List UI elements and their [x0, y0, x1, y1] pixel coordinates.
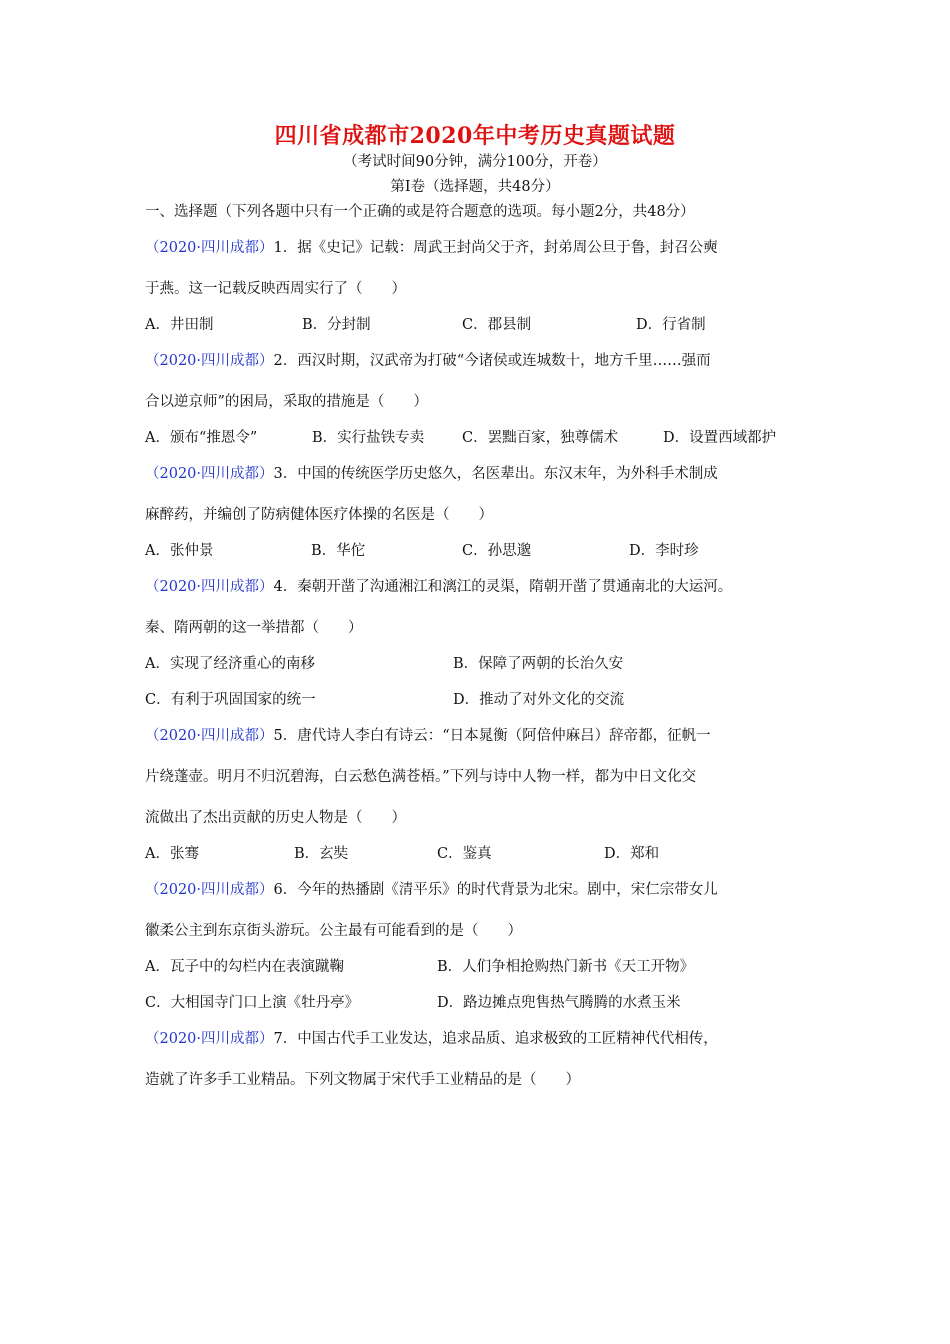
option-c: C．孙思邈	[462, 543, 532, 559]
question-line: （2020·四川成都）5．唐代诗人李白有诗云：“日本晁衡（阿倍仲麻吕）辞帝都，征帆一	[145, 728, 711, 744]
instruction-text: 一、选择题（下列各题中只有一个正确的或是符合题意的选项。每小题2分，共48分）	[145, 204, 695, 220]
section-heading: 第Ⅰ卷（选择题，共48分）	[390, 179, 560, 195]
option-a: A．实现了经济重心的南移	[145, 656, 315, 672]
option-c: C．郡县制	[462, 317, 532, 333]
option-a: A．瓦子中的勾栏内在表演蹴鞠	[145, 959, 344, 975]
question-line: 于燕。这一记载反映西周实行了（ ）	[145, 281, 406, 297]
option-b: B．人们争相抢购热门新书《天工开物》	[437, 959, 695, 975]
question-source: （2020·四川成都）	[145, 579, 274, 595]
option-b: B．分封制	[302, 317, 371, 333]
question-source: （2020·四川成都）	[145, 1031, 274, 1047]
question-source: （2020·四川成都）	[145, 466, 274, 482]
option-a: A．井田制	[145, 317, 214, 333]
option-d: D．行省制	[636, 317, 706, 333]
question-line: 秦、隋两朝的这一举措都（ ）	[145, 620, 363, 636]
option-b: B．华佗	[311, 543, 366, 559]
question-line: （2020·四川成都）3．中国的传统医学历史悠久，名医辈出。东汉末年，为外科手术制成	[145, 466, 718, 482]
question-source: （2020·四川成都）	[145, 240, 274, 256]
question-line: 片绕蓬壶。明月不归沉碧海，白云愁色满苍梧。”下列与诗中人物一样，都为中日文化交	[145, 769, 697, 785]
option-d: D．路边摊点兜售热气腾腾的水煮玉米	[437, 995, 681, 1011]
option-d: D．李时珍	[629, 543, 699, 559]
question-line: （2020·四川成都）2．西汉时期，汉武帝为打破“今诸侯或连城数十，地方千里……强而	[145, 353, 711, 369]
question-line: （2020·四川成都）7．中国古代手工业发达，追求品质、追求极致的工匠精神代代相传，	[145, 1031, 718, 1047]
option-a: A．张仲景	[145, 543, 214, 559]
question-line: 造就了许多手工业精品。下列文物属于宋代手工业精品的是（ ）	[145, 1072, 580, 1088]
option-d: D．郑和	[604, 846, 660, 862]
question-source: （2020·四川成都）	[145, 353, 274, 369]
exam-title: 四川省成都市2020年中考历史真题试题	[274, 123, 676, 149]
option-b: B．实行盐铁专卖	[312, 430, 425, 446]
question-line: 徽柔公主到东京街头游玩。公主最有可能看到的是（ ）	[145, 923, 522, 939]
question-line: 流做出了杰出贡献的历史人物是（ ）	[145, 810, 406, 826]
option-a: A．颁布“推恩令”	[145, 430, 258, 446]
option-c: C．鉴真	[437, 846, 492, 862]
option-b: B．保障了两朝的长治久安	[453, 656, 624, 672]
option-a: A．张骞	[145, 846, 199, 862]
exam-subtitle: （考试时间90分钟，满分100分，开卷）	[343, 154, 607, 170]
question-source: （2020·四川成都）	[145, 728, 274, 744]
question-line: （2020·四川成都）4．秦朝开凿了沟通湘江和漓江的灵渠，隋朝开凿了贯通南北的大运河。	[145, 579, 733, 595]
question-line: （2020·四川成都）1．据《史记》记载：周武王封尚父于齐，封弟周公旦于鲁，封召公奭	[145, 240, 718, 256]
question-source: （2020·四川成都）	[145, 882, 274, 898]
question-line: 合以逆京师”的困局，采取的措施是（ ）	[145, 394, 428, 410]
option-c: C．大相国寺门口上演《牡丹亭》	[145, 995, 360, 1011]
option-c: C．罢黜百家，独尊儒术	[462, 430, 619, 446]
question-line: （2020·四川成都）6．今年的热播剧《清平乐》的时代背景为北宋。剧中，宋仁宗带女儿	[145, 882, 718, 898]
option-b: B．玄奘	[294, 846, 349, 862]
option-d: D．推动了对外文化的交流	[453, 692, 625, 708]
question-line: 麻醉药，并编创了防病健体医疗体操的名医是（ ）	[145, 507, 493, 523]
option-c: C．有利于巩固国家的统一	[145, 692, 316, 708]
option-d: D．设置西域都护	[663, 430, 777, 446]
